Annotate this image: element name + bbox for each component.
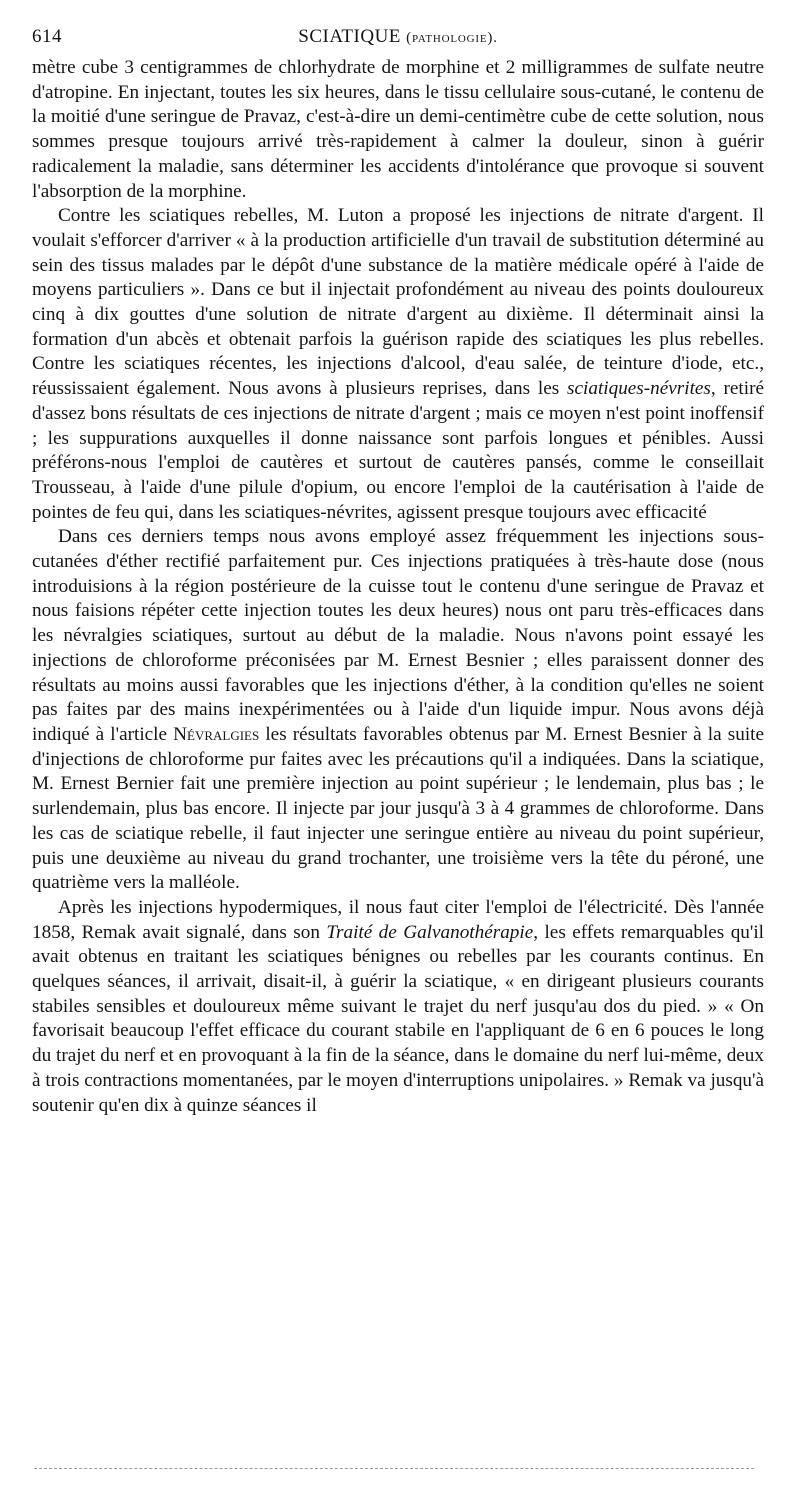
italic-book-title: Traité de Galvanothérapie: [326, 921, 534, 943]
body-text: [32, 56, 764, 1118]
italic-term: sciatiques-névrites: [567, 378, 711, 400]
text-segment: mètre cube 3 centigrammes de chlorhydrate de morphine et 2 milligrammes de sulfate neutre d'atropine. En injectant, toutes les six heures, dans le tissu cellulaire sous-cutané, le contenu de la moitié d'une seringue de Pravaz, c'est-à-dire un demi-centimètre cube de cette solution, nous sommes presque toujours arrivé très-rapidement à calmer la douleur, sinon à guérir radicalement la maladie, sans déterminer les accidents d'intolérance que provoque si souvent l'absorption de la morphine.: [32, 57, 764, 202]
text-segment: Après les injections hypodermiques, il nous faut citer l'emploi de l'électricité. Dès l'année 1858, Remak avait signalé, dans son: [32, 896, 764, 943]
text-segment: Contre les sciatiques rebelles, M. Luton a proposé les injections de nitrate d'argent. Il voulait s'efforcer d'arriver « à la production artificielle d'un travail de substitution déterminé au sein des tissus malades par le dépôt d'une substance de la matière médicale opéré à l'aide de moyens particuliers ». Dans ce but il injectait profondément au niveau des points douloureux cinq à dix gouttes d'une solution de nitrate d'argent au dixième. Il déterminait ainsi la formation d'un abcès et obtenait parfois la guérison rapide des sciatiques les plus rebelles. Contre les sciatiques récentes, les injections d'alcool, d'eau salée, de teinture d'iode, etc., réussissaient également. Nous avons à plusieurs reprises, dans les: [32, 205, 764, 400]
book-page: [32, 26, 764, 1118]
running-title-section: (pathologie).: [406, 30, 498, 46]
text-segment: les résultats favorables obtenus par M. Ernest Besnier à la suite d'injections de chloroforme pur faites avec les précautions qu'il a indiquées. Dans la sciatique, M. Ernest Bernier fait une première injection au point supérieur ; le lendemain, plus bas ; le surlendemain, plus bas encore. Il injecte par jour jusqu'à 3 à 4 grammes de chloroforme. Dans les cas de sciatique rebelle, il faut injecter une seringue entière au niveau du point supérieur, puis une deuxième au niveau du grand trochanter, une troisième vers la tête du péroné, une quatrième vers la malléole.: [32, 723, 764, 894]
running-title-main: SCIATIQUE: [298, 26, 401, 47]
small-caps-reference: Névralgies: [173, 723, 260, 745]
text-segment: Dans ces derniers temps nous avons employé assez fréquemment les injections sous-cutanées d'éther rectifié parfaitement pur. Ces injections pratiquées à très-haute dose (nous introduisions à la région postérieure de la cuisse tout le contenu d'une seringue de Pravaz et nous faisions répéter cette injection toutes les deux heures) nous ont paru très-efficaces dans les névralgies sciatiques, surtout au début de la maladie. Nous n'avons point essayé les injections de chloroforme préconisées par M. Ernest Besnier ; elles paraissent donner des résultats au moins aussi favorables que les injections d'éther, à la condition qu'elles ne soient pas faites par des mains inexpérimentées ou à l'aide d'un liquide impur. Nous avons déjà indiqué à l'article: [32, 526, 764, 745]
paragraph-morphine-atropine: [32, 56, 764, 204]
footer-rule: [34, 1468, 754, 1469]
text-segment: , retiré d'assez bons résultats de ces injections de nitrate d'argent ; mais ce moyen n'est point inoffensif ; les suppurations auxquelles il donne naissance sont parfois longues et pénibles. Aussi préférons-nous l'emploi de cautères et surtout de cautères pansés, comme le conseillait Trousseau, à l'aide d'une pilule d'opium, ou encore l'emploi de la cautérisation à l'aide de pointes de feu qui, dans les sciatiques-névrites, agissent presque toujours avec efficacité: [32, 378, 764, 523]
paragraph-electricite: [32, 896, 764, 1118]
page-number: 614: [32, 26, 62, 47]
text-segment: , les effets remarquables qu'il avait obtenus en traitant les sciatiques bénignes ou rebelles par les courants continus. En quelques séances, il arrivait, disait-il, à guérir la sciatique, « en dirigeant plusieurs courants stabiles sensibles et douloureux même suivant le trajet du nerf jusqu'au dos du pied. » « On favorisait beaucoup l'effet efficace du courant stabile en l'appliquant de 6 en 6 pouces le long du trajet du nerf et en provoquant à la fin de la séance, dans le domaine du nerf lui-même, deux à trois contractions momentanées, par le moyen d'interruptions unipolaires. » Remak va jusqu'à soutenir qu'en dix à quinze séances il: [32, 921, 765, 1116]
running-head: [32, 26, 764, 56]
running-title: [32, 26, 764, 48]
paragraph-ether-chloroforme: [32, 525, 764, 896]
paragraph-nitrate-argent: [32, 204, 764, 525]
